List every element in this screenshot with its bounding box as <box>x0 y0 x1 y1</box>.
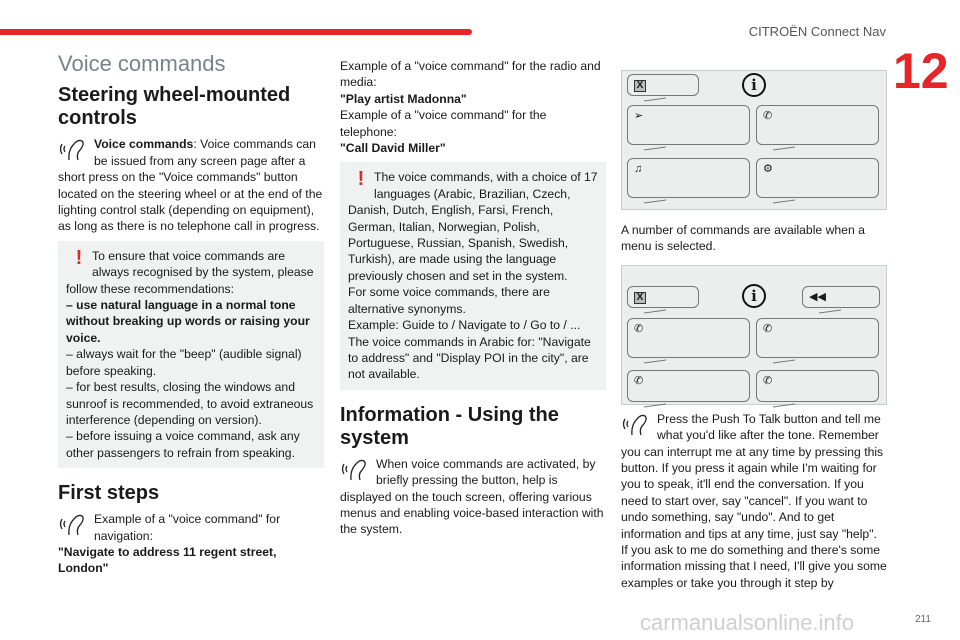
voice-command-icon <box>58 511 90 537</box>
phone-icon: ✆ <box>634 322 644 335</box>
note-item: – before issuing a voice command, ask any other passengers to refrain from speaking. <box>66 429 300 460</box>
menu-caption: A number of commands are available when a menu is selected. <box>621 223 865 254</box>
note-text: Example: Guide to / Navigate to / Go to / ... <box>348 318 581 333</box>
push-to-talk-text: Press the Push To Talk button and tell me what you'd like after the tone. Remember you can interrupt me at any time by pressing this button. If you press it again while I'm waiting for you to speak, it'll end the conversation. If you need to start over, say "cancel". If you want to undo something, say "undo". And to get information and tips at any time, just say "help". If you ask to me do something and there's some information missing that I need, I'll give you some examples or take you through it step by <box>621 411 887 590</box>
voice-commands-label: Voice commands <box>94 137 194 152</box>
note-intro: To ensure that voice commands are always recognised by the system, please follow these recommendations: <box>66 248 314 296</box>
chapter-color-bar <box>0 29 472 35</box>
radio-example: "Play artist Madonna" <box>340 91 467 106</box>
music-icon: ♫ <box>634 163 643 175</box>
heading-first-steps: First steps <box>58 482 160 505</box>
menu-help-screen-illustration <box>621 265 887 405</box>
note-text: The voice commands in Arabic for: "Navigate to address" and "Display POI in the city", are not available. <box>348 334 591 382</box>
chapter-number: 12 <box>893 43 949 99</box>
heading-steering-controls: Steering wheel-mounted controls <box>58 84 291 130</box>
note-item: – always wait for the "beep" (audible signal) before speaking. <box>66 347 302 378</box>
languages-note <box>340 162 606 389</box>
first-steps-text: Example of a "voice command" for navigation: <box>94 512 281 543</box>
section-title: Voice commands <box>58 51 226 76</box>
navigation-icon: ➢ <box>634 110 644 122</box>
page-number: 211 <box>915 614 931 625</box>
warning-icon: ! <box>357 168 365 191</box>
note-item: – use natural language in a normal tone without breaking up words or raising your voice. <box>66 298 310 345</box>
telephone-example: "Call David Miller" <box>340 141 446 156</box>
phone-icon: ✆ <box>763 322 773 335</box>
column-1 <box>58 51 324 581</box>
note-item: – for best results, closing the windows and sunroof is recommended, to avoid extraneous interference (depending on version). <box>66 380 314 427</box>
phone-icon: ✆ <box>763 374 773 387</box>
push-to-talk-icon <box>621 411 653 437</box>
back-icon: ◀◀ <box>809 290 826 303</box>
close-icon: X <box>634 292 646 304</box>
voice-command-icon <box>340 456 372 482</box>
navigation-example: "Navigate to address 11 regent street, London" <box>58 544 277 576</box>
column-3 <box>621 70 887 595</box>
column-2 <box>340 58 606 542</box>
note-text: The voice commands, with a choice of 17 languages (Arabic, Brazilian, Czech, Danish, Dutch, English, Farsi, French, German, Italian, Norwegian, Polish, Portuguese, Russian, Spanish, Swedish, Turkish), are made using the language previously chosen and set in the system. <box>348 170 598 283</box>
close-icon: X <box>634 80 646 92</box>
radio-text: Example of a "voice command" for the radio and media: <box>340 59 601 90</box>
watermark: carmanualsonline.info <box>640 610 855 635</box>
warning-icon: ! <box>75 246 83 269</box>
recommendations-note <box>58 241 324 468</box>
main-help-screen-illustration <box>621 70 887 210</box>
information-text: When voice commands are activated, by briefly pressing the button, help is displayed on the touch screen, offering various menus and enabling voice-based interaction with the system. <box>340 456 604 537</box>
voice-command-icon <box>58 136 90 162</box>
telephone-text: Example of a "voice command" for the telephone: <box>340 108 547 139</box>
phone-icon: ✆ <box>634 374 644 387</box>
voice-commands-text: : Voice commands can be issued from any screen page after a short press on the "Voice commands" button located on the steering wheel or at the end of the lighting control stalk (depending on equipment), as long as there is no telephone call in progress. <box>58 137 323 234</box>
note-text: For some voice commands, there are alternative synonyms. <box>348 285 550 316</box>
info-icon: i <box>742 73 766 97</box>
heading-information: Information - Using the system <box>340 403 559 449</box>
running-header: CITROËN Connect Nav <box>748 24 886 39</box>
info-icon: i <box>742 284 766 308</box>
settings-icon: ⚙ <box>763 163 773 175</box>
phone-icon: ✆ <box>763 110 773 122</box>
